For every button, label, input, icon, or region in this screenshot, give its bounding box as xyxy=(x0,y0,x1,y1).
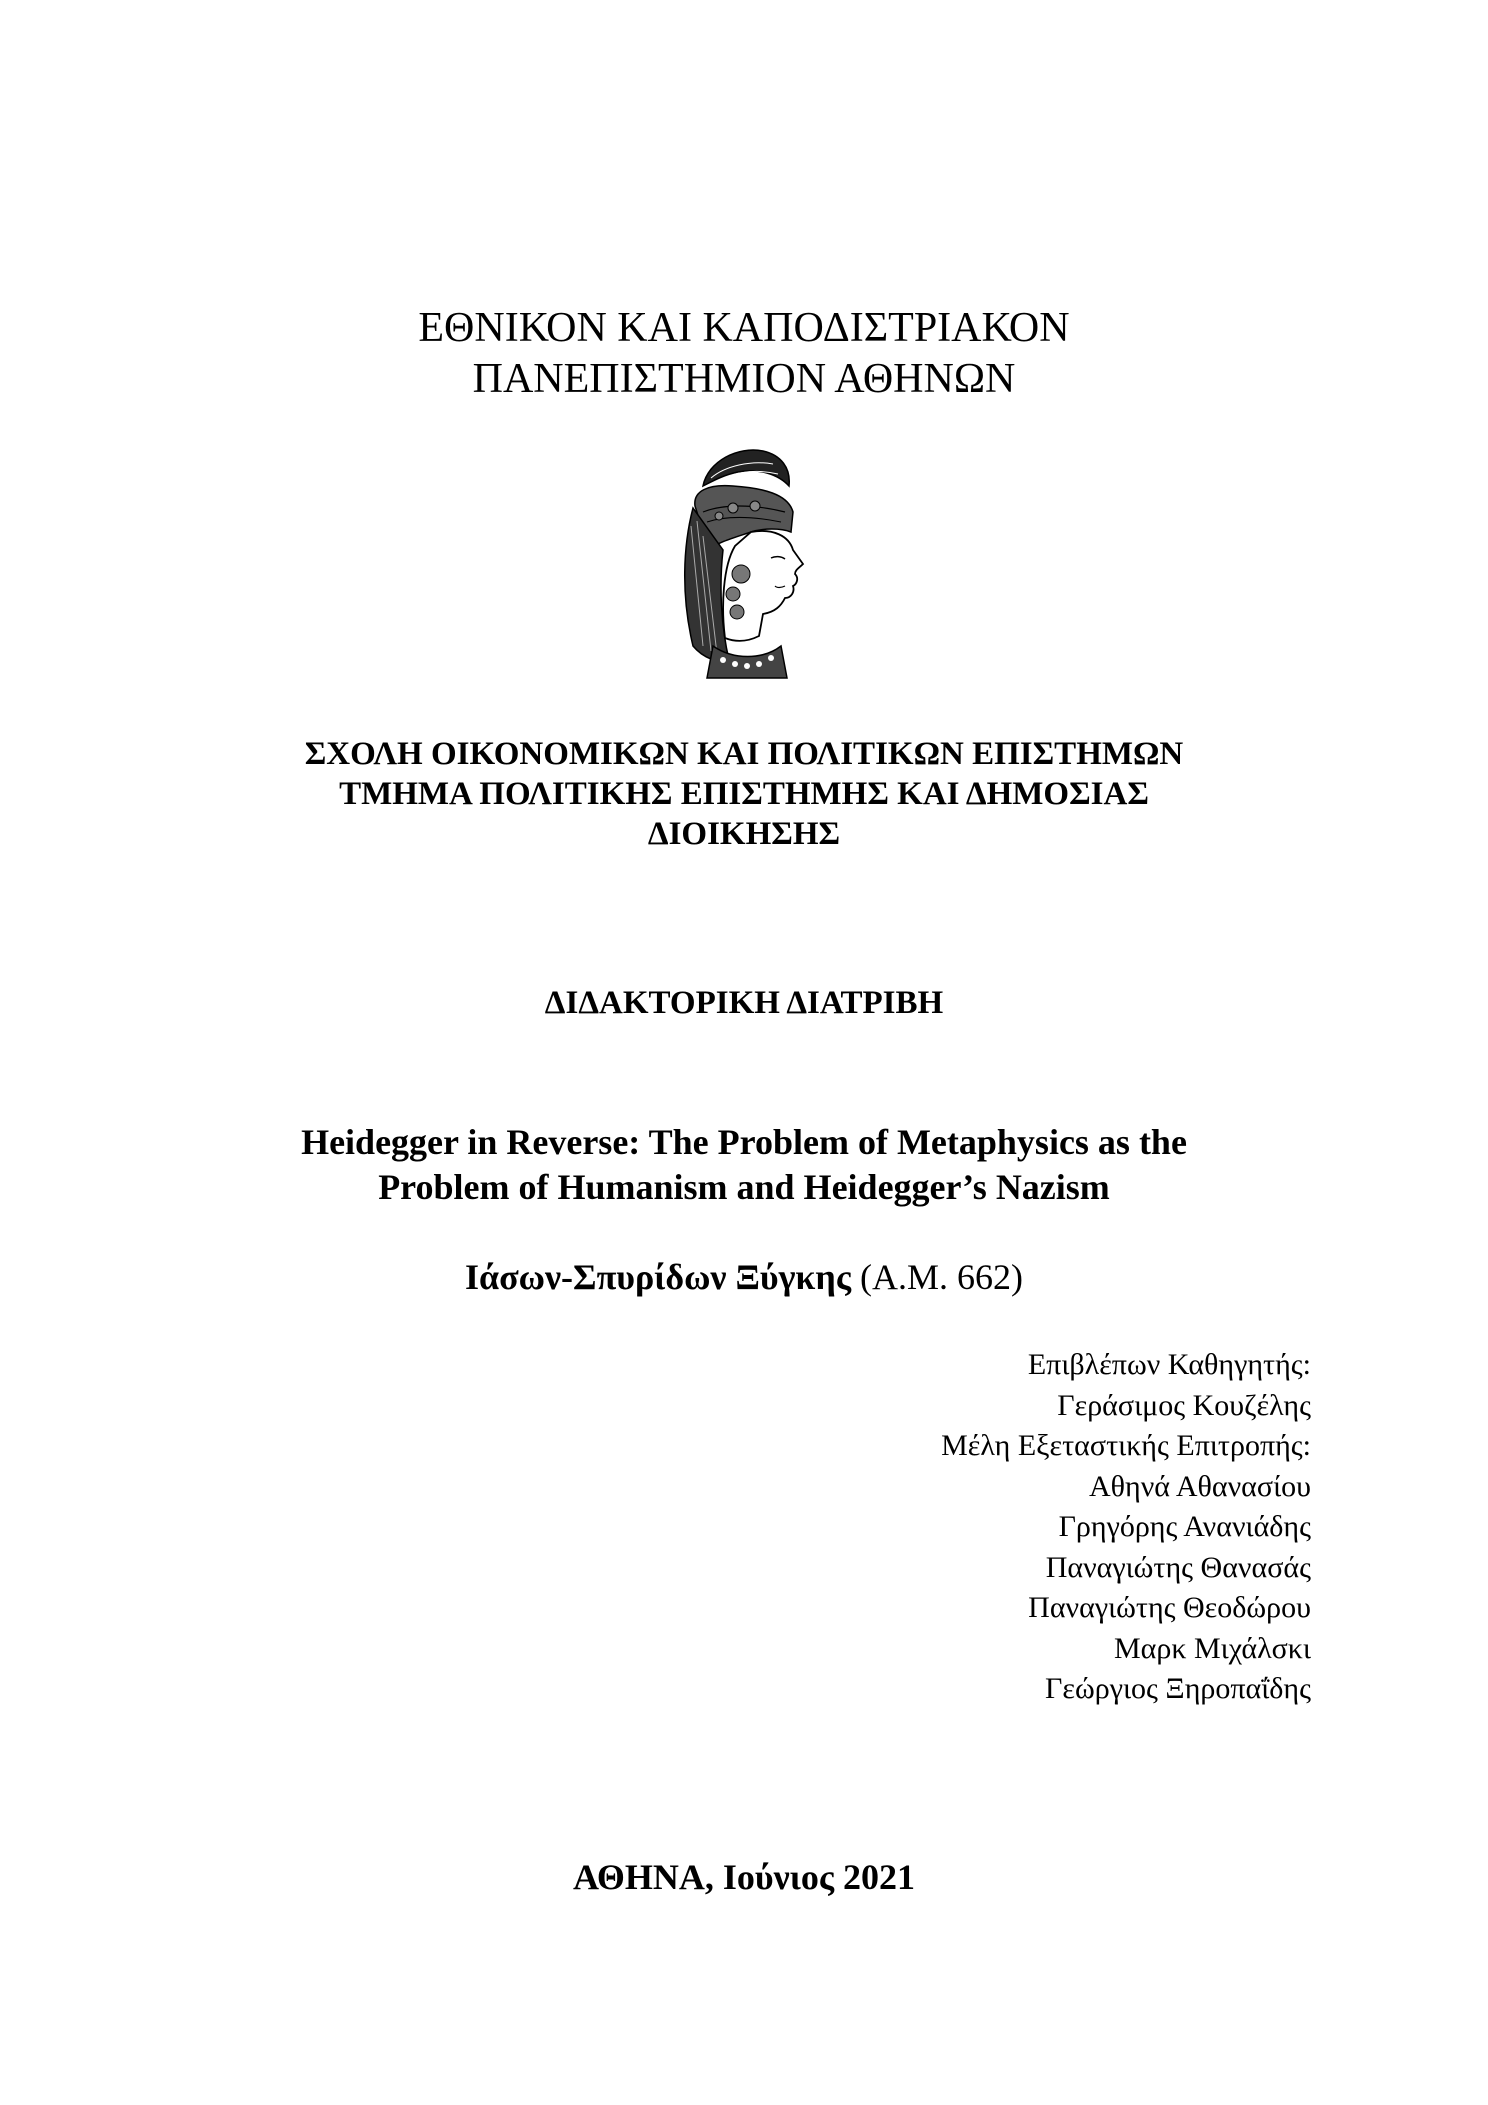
university-name-line-1: ΕΘΝΙΚΟΝ ΚΑΙ ΚΑΠΟΔΙΣΤΡΙΑΚΟΝ xyxy=(418,305,1070,351)
degree-type: ΔΙΔΑΚΤΟΡΙΚΗ ΔΙΑΤΡΙΒΗ xyxy=(544,985,944,1021)
thesis-title-line-2: Problem of Humanism and Heidegger’s Nazism xyxy=(378,1167,1110,1207)
committee-supervisor-label: Επιβλέπων Καθηγητής: xyxy=(1027,1348,1311,1381)
school-line-3: ΔΙΟΙΚΗΣΗΣ xyxy=(647,816,841,852)
committee-members-label: Μέλη Εξεταστικής Επιτροπής: xyxy=(941,1429,1311,1462)
committee-supervisor-name: Γεράσιμος Κουζέλης xyxy=(1057,1388,1311,1422)
thesis-title-line-1: Heidegger in Reverse: The Problem of Metaphysics as the xyxy=(301,1122,1187,1162)
author-registration: (Α.Μ. 662) xyxy=(851,1257,1024,1297)
university-name-line-2: ΠΑΝΕΠΙΣΤΗΜΙΟΝ ΑΘΗΝΩΝ xyxy=(472,356,1016,402)
committee-member: Γεώργιος Ξηροπαΐδης xyxy=(1045,1672,1311,1705)
committee-member: Μαρκ Μιχάλσκι xyxy=(1113,1631,1311,1665)
school-department xyxy=(0,734,1488,854)
committee-member: Γρηγόρης Ανανιάδης xyxy=(1058,1510,1311,1543)
committee-member: Παναγιώτης Θανασάς xyxy=(1045,1550,1311,1584)
school-line-1: ΣΧΟΛΗ ΟΙΚΟΝΟΜΙΚΩΝ ΚΑΙ ΠΟΛΙΤΙΚΩΝ ΕΠΙΣΤΗΜΩΝ xyxy=(304,736,1184,772)
place-date: ΑΘΗΝΑ, Ιούνιος 2021 xyxy=(572,1857,916,1897)
athena-helmet-emblem-icon xyxy=(663,446,823,684)
school-line-2: ΤΜΗΜΑ ΠΟΛΙΤΙΚΗΣ ΕΠΙΣΤΗΜΗΣ ΚΑΙ ΔΗΜΟΣΙΑΣ xyxy=(339,776,1149,812)
author xyxy=(0,1255,1488,1299)
committee-member: Αθηνά Αθανασίου xyxy=(1089,1469,1311,1503)
author-name: Ιάσων-Σπυρίδων Ξύγκης xyxy=(464,1257,852,1297)
thesis-title xyxy=(0,1120,1488,1210)
committee-member: Παναγιώτης Θεοδώρου xyxy=(1028,1591,1311,1624)
committee xyxy=(941,1345,1311,1710)
university-name xyxy=(0,303,1488,405)
